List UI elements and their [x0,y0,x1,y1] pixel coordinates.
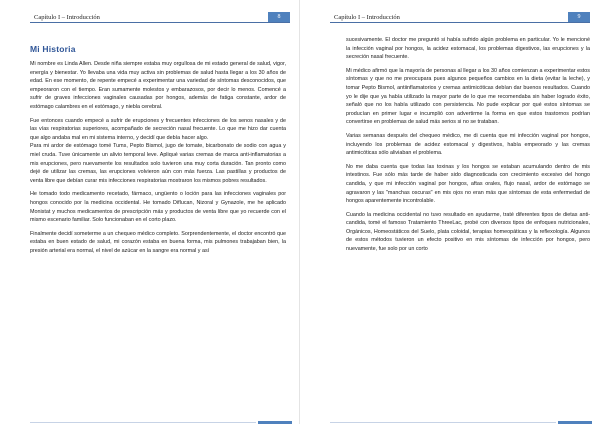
right-page-body [346,36,590,259]
paragraph: Mi médico afirmó que la mayoría de personas al llegar a los 30 años comienzan a experimentar estos síntomas y que no me preocupara pues algunos pequeños cambios en la dieta (evitar la leche), y tomar Pepto Bismol, antiinflamatorios y cremas antimicóticas debían dar buenos resultados. Cuando yo le dije que ya había utilizado la mayor parte de lo que me recomendaba sin haber logrado éxito, señaló que no los había utilizado con persistencia. No pude explicar por qué estos síntomas se producían en primer lugar e incumplió con advertirme la forma en que estos trastornos podrían convertirse en problemas de salud más serios si no se trataban. [346,67,590,126]
section-title: Mi Historia [30,44,76,54]
left-page-header [30,12,290,23]
paragraph: Finalmente decidí someterme a un chequeo médico completo. Sorprendentemente, el doctor encontró que estaba en buen estado de salud, mi corazón estaba en buena forma, mis pulmones trabajaban bien, la presión arterial era normal, el nivel de azúcar en la sangre era normal y así [30,230,286,254]
chapter-title: Capítulo I – Introducción [334,14,400,21]
paragraph: sucesivamente. El doctor me preguntó si había sufrido algún problema en particular. Yo le mencioné la infección vaginal por hongos, la acidez estomacal, los problemas digestivos, las erupciones y la secreción nasal frecuente. [346,37,590,61]
chapter-title: Capítulo I – Introducción [34,14,100,21]
paragraph: Varias semanas después del chequeo médico, me di cuenta que mi infección vaginal por hongos, incluyendo los problemas de acidez estomacal y digestivos, había empeorado y las cremas antimicóticas sólo aliviaban el problema. [346,132,590,157]
right-page-header [330,12,590,23]
footer-line [30,422,256,423]
page-number-badge: 9 [568,12,590,22]
paragraph: He tomado todo medicamento recetado, fármaco, ungüento o loción para las infecciones vaginales por hongos conocido por la medicina occidental. He tomado Diflucan, Nizoral y Gynazole, me he aplicado Monistat y muchos medicamentos de prescripción más y productos de venta libre que yo recuerde con el mismo escenario familiar. Solo funcionaban en el corto plazo. [30,191,286,224]
paragraph: No me daba cuenta que todas las toxinas y los hongos se estaban acumulando dentro de mis intestinos. Fue sólo más tarde de haber sido diagnosticada con crecimiento excesivo del hongo candida, y que mi infección vaginal por hongos, aftas orales, flujo nasal, ardor de estómago se agravaron y las "manchas oscuras" en mis ojos no eran más que síntomas de esta enfermedad de hongos aparentemente incontrolable. [346,163,590,205]
page-number-badge: 8 [268,12,290,22]
paragraph: Para mi ardor de estómago tomé Tums, Pepto Bismol, jugo de tomate, bicarbonato de sodio con agua y miel cruda. Tuve únicamente un alivio temporal leve. Apliqué varias cremas de marca anti-inflamatorias a mis erupciones, pero nuevamente los resultados solo tuvieron una muy corta duración. Tan pronto como dejé de utilizar las cremas, las erupciones volvieron aún con más fuerza. Las pastillas y productos de venta libre que debían curar mis infecciones respiratorias mostraron los mismos pobres resultados. [30,143,286,184]
paragraph: Mi nombre es Linda Allen. Desde niña siempre estaba muy orgullosa de mi estado general de salud, vigor, energía y bienestar. Yo llevaba una vida muy activa sin problemas de salud hasta llegar a los 30 años de edad. En ese momento, de repente empecé a experimentar una variedad de síntomas desconocidos, que empeoraron con el tiempo. Eran sumamente molestos y embarazosos, por decir lo menos. Comencé a sufrir de graves infecciones vaginales causadas por hongos, además de fatiga constante, ardor de estómago calambres en el estómago, y niebla cerebral. [30,61,286,110]
paragraph: Fue entonces cuando empecé a sufrir de erupciones y frecuentes infecciones de los senos nasales y de las vías respiratorias superiores, acompañado de secreción nasal frecuente. Lo que me hizo dar cuenta que algo andaba mal en mi sistema interno, y decidí que debía hacer algo. [30,117,286,141]
paragraph: Cuando la medicina occidental no tuvo resultado en ayudarme, traté diferentes tipos de dietas anti-candida, tomé el famoso Tratamiento ThreeLac, probé con diversos tipos de enfoques nutricionales, Orgánicos, Homeostáticos del Suelo, plata coloidal, terapias homeopáticas y la reflexología. Algunos de estos métodos tuvieron un efecto positivo en mis síntomas de infección por hongos, pero nuevamente, fue solo por un corto [346,211,590,253]
right-page [300,0,600,424]
left-page-body [30,34,286,260]
footer-line [330,422,556,423]
